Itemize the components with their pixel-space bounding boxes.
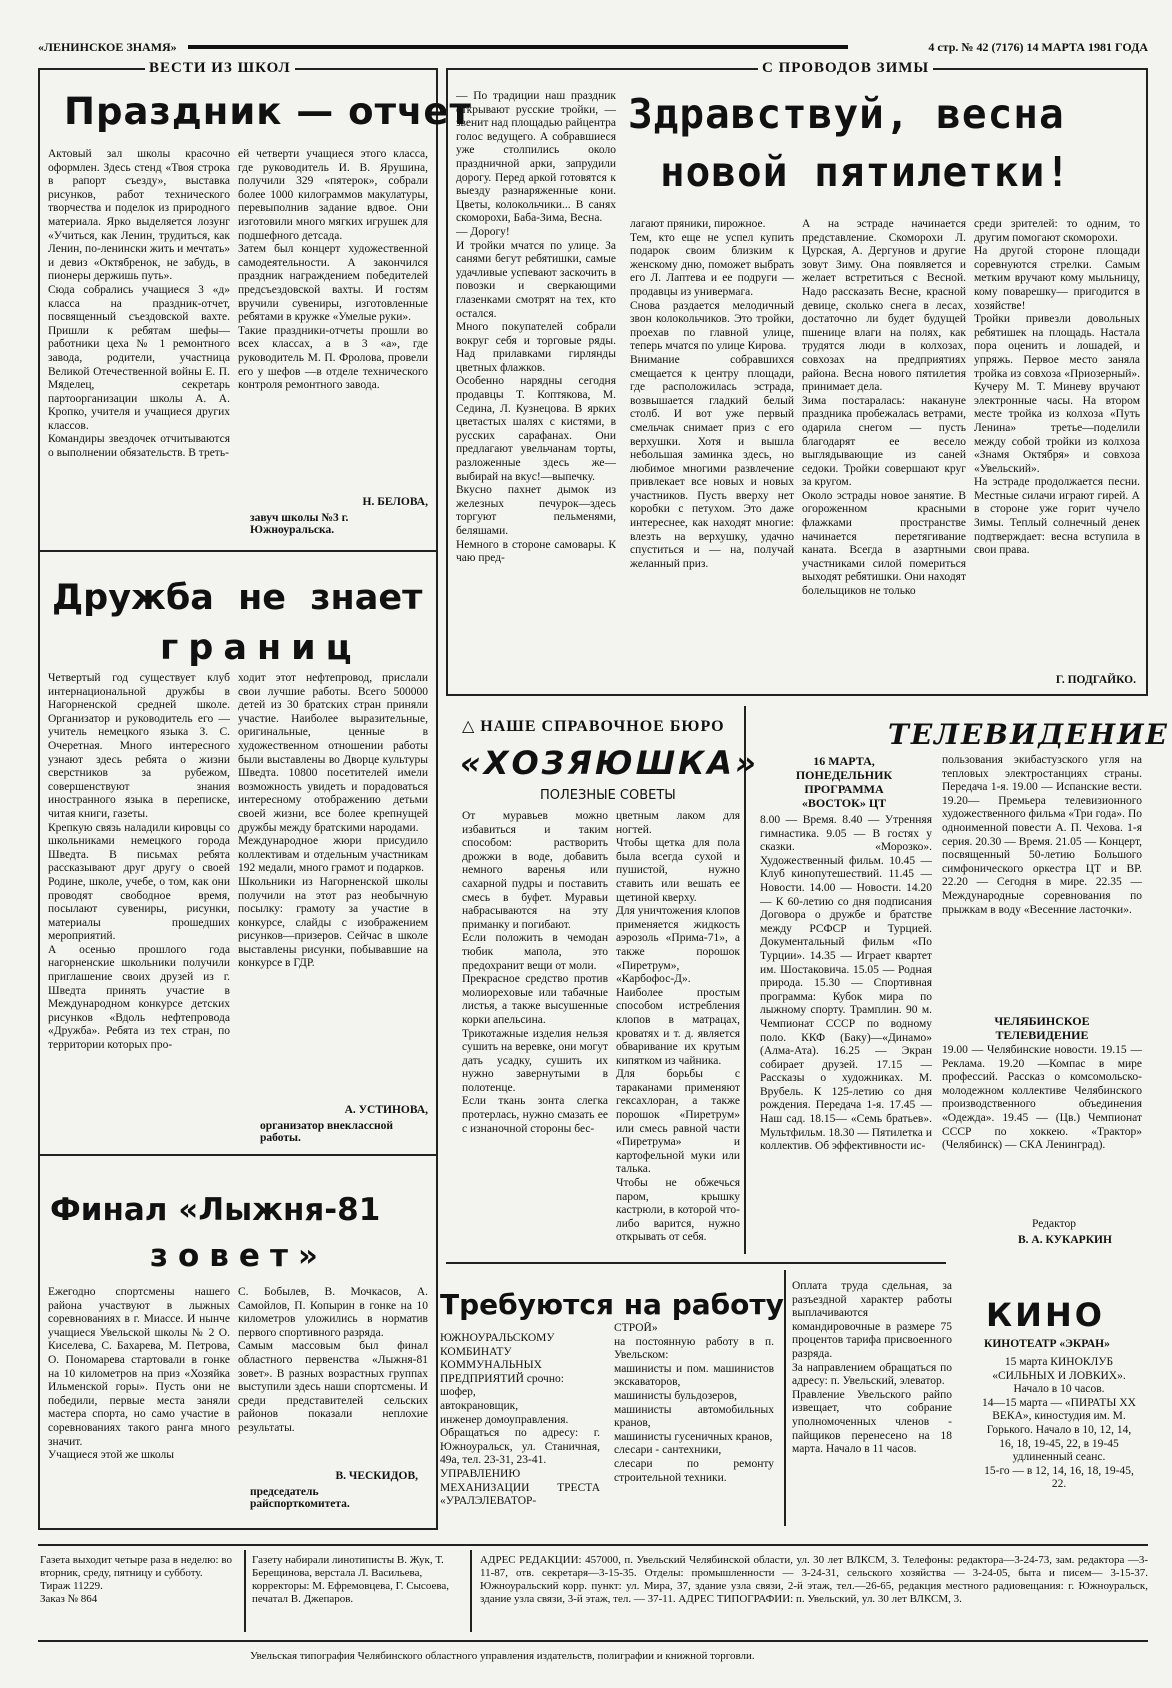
article-col: От муравьев можно избавиться и таким способом: растворить дрожжи в воде, добавить немного варенья или сахарной пудры и поставить смесь в буфет. Муравьи набрасываются на эту приманку и погибают. Если положить в чемодан тюбик мапола, это предохранит вещи от моли. Прекрасное средство против молиорехoвые или табачные листья, а также высушенные корки апельсина. Трикотажные изделия нельзя сушить на веревке, они могут дать усадку, сушить их нужно завернутыми в полотенце. Если ткань зонта слегка протерлась, нужно смазать ее с изнаночной стороны бес- (462, 810, 608, 1135)
tv-schedule: пользования экибастузского угля на тепловых электростанциях страны. Передача 1-я. 19.00 — Испанские вести. 19.20— Премьера телевизионного художественного фильма «Три года». По одноименной повести А. П. Чехова. 1-я серия. 20.30 — Время. 21.05 — Концерт, посвященный 50-летию Большого симфонического оркестра ЦТ и ВР. 22.20 — Сегодня в мире. 22.35 — Международные соревнования по прыжкам в воду «Весенние ласточки». (942, 754, 1142, 916)
article-col: С. Бобылев, В. Мочкасов, А. Самойлов, П. Копырин в гонке на 10 километров уложились в норматив первого спортивного разряда. Самым массовым был финал областного первенства «Лыжня-81 зовет». В разных возрастных группах выступили здесь наши спортсмены. И среди представителей сельских районов показали неплохие результаты. (238, 1286, 428, 1434)
author-position: организатор внеклассной работы. (260, 1120, 393, 1144)
bureau-subtitle: ПОЛЕЗНЫЕ СОВЕТЫ (540, 788, 676, 803)
article-title-line2: зовет» (150, 1238, 328, 1274)
cinema-name: КИНОТЕАТР «ЭКРАН» (984, 1338, 1110, 1350)
jobs-col: ЮЖНОУРАЛЬСКОМУ КОМБИНАТУ КОММУНАЛЬНЫХ ПРЕДПРИЯТИЙ срочно: шофер, автокрановщик, инженер домоуправления. Обращаться по адресу: г. Южноуральск, ул. Станичная, 49а, тел. 23-31, 23-41. УПРАВЛЕНИЮ МЕХАНИЗАЦИИ ТРЕСТА «УРАЛЭЛЕВАТОР- (440, 1332, 600, 1508)
author-signature: Г. ПОДГАЙКО. (1055, 674, 1136, 686)
bureau-rubric: △ НАШЕ СПРАВОЧНОЕ БЮРО (462, 718, 725, 735)
divider (40, 1154, 436, 1156)
article-col: цветным лаком для ногтей. Чтобы щетка для пола была всегда сухой и пушистой, нужно ставить или вешать ее щетиной кверху. Для уничтожения клопов применяется жидкость аэрозоль «Прима-71», а также порошок «Пиретрум», «Карбофос-Д». Наиболее простым способом истребления клопов в матрацах, кроватях и т. д. является обваривание их крутым кипятком из чайника. Для борьбы с тараканами применяют гексахлоран, а также порошок «Пиретрум» или смесь равной части «Пиретрума» и картофельной муки или талька. Чтобы не обжечься паром, крышку кастрюли, в которой что-либо варится, нужно открывать от себя. (616, 810, 740, 1244)
article-col: — По традиции наш праздник открывают русские тройки, — звенит над площадью райцентра голос ведущего. А собравшиеся уже столпились около праздничной арки, запрудили дорогу. Перед аркой готовятся к выезду разнаряженные кони. Цветы, колокольчики... В санях скоморохи, Баба-Зима, Весна. — Дорогу! И тройки мчатся по улице. За санями бегут ребятишки, самые удачливые успевают заскочить в повозки и сверкающими глазенками смотрят на тех, кто остался. Много покупателей собрали вокруг себя и торговые ряды. Над прилавками гирлянды цветных флажков. Особенно нарядны сегодня продавцы Т. Коптякова, М. Седина, Л. Кузнецова. В ярких цветастых шалях с кистями, в русских сарафанах. Они предлагают увельчанам торты, разложенные здесь же—выбирай на вкус!—выпечку. Вкусно пахнет дымок из железных печурок—здесь торгуют пельменями, беляшами. Немного в стороне самовары. К чаю пред- (456, 90, 616, 565)
issue-info: 4 стр. № 42 (7176) 14 МАРТА 1981 ГОДА (928, 40, 1148, 54)
article-col: Актовый зал школы красочно оформлен. Здесь стенд «Твоя строка в рапорт съезду», выставка рисунков, работ технического творчества и поделок из природного материала. Ярко выделяется лозунг «Учиться, как Ленин, трудиться, как Ленин, по-ленински жить и мечтать» и девиз «Октябренок, не забудь, в пионеры держишь путь». Сюда собрались учащиеся 3 «д» класса на праздник-отчет, посвященный съездовской вахте. Пришли к ребятам шефы— работники цеха № 1 ремонтного завода, родители, участница Великой Отечественной войны Е. П. Мяделец, секретарь партоорганизации школы А. А. Кропко, учителя и учащиеся других классов. Командиры звездочек отчитываются о выполнении обязательств. В треть- (48, 148, 230, 460)
article-col: ходит этот нефтепровод, прислали свои лучшие работы. Всего 500000 детей из 30 братских стран приняли участие. Наиболее выразительные, оригинальные, ценные в художественном отношении работы были выставлены во Дворце культуры Шведта. 10800 посетителей имели возможность увидеть и порадоваться интересному отображению детьми своей жизни, все более крепнущей дружбы между братскими народами. Международное жюри присудило коллективам и отдельным участникам 192 медали, много грамот и подарков. Школьники из Нагорненской школы получили на этот раз необычную посылку: грамоту за участие в конкурсе, слайды с изображением рисунков—призеров. Сейчас в школе выставлены рисунки, побывавшие на конкурсе в ГДР. (238, 672, 428, 970)
masthead (38, 40, 1148, 54)
article-col: среди зрителей: то одним, то другим помогают скоморохи. На другой стороне площади соревнуются стрелки. Самым метким вручают кому мыльницу, кому поварешку— пригодится в хозяйстве! Тройки привезли довольных ребятишек на площадь. Настала пора оценить и лошадей, и упряжь. Первое место заняла тройка из совхоза «Приозерный». Кучеру М. Т. Миневу вручают электронные часы. На втором месте тройка из колхоза «Путь Ленина» третье—поделили между собой тройки из колхоза «Знамя Октября» и совхоза «Увельский». На эстраде продолжается песни. Местные силачи играют гирей. А в стороне уже горит чучело Зимы. Теплый солнечный денек подтверждает: весна вступила в свои права. (974, 218, 1140, 557)
school-rubric: ВЕСТИ ИЗ ШКОЛ (145, 60, 295, 77)
divider (470, 1550, 472, 1632)
bureau-title: «ХОЗЯЮШКА» (460, 744, 759, 782)
tv-regional-line2: ТЕЛЕВИДЕНИЕ (995, 1028, 1089, 1042)
tv-program: ПРОГРАММА (804, 782, 884, 796)
footer-schedule: Газета выходит четыре раза в неделю: во вторник, среду, пятницу и субботу. Тираж 11229. Заказ № 864 (40, 1554, 232, 1605)
tv-weekday: ПОНЕДЕЛЬНИК (795, 768, 893, 782)
footer-rule (38, 1544, 1148, 1546)
article-title: Здравствуй, весна (628, 90, 1065, 138)
tv-day (760, 754, 928, 810)
article-col: А на эстраде начинается представление. Скоморохи Л. Цурская, А. Дергунов и другие зовут Зиму. Она появляется и желает встретиться с Весной. Надо рассказать Весне, красной девице, сколько снега в лесах, достаточно ли будет будущей пшенице влаги на полях, как трудятся люди в колхозах, совхозах на предприятиях района. Весна нового пятилетия принимает дела. Зима постаралась: накануне праздника пробежалась ветрами, одарила снегом — пусть благодарят ее весело выглядывающие из саней седоки. Тройки совершают круг за кругом. Около эстрады новое занятие. В огороженном красными флажками пространстве начинается перетягивание каната. Всегда в азартными участниками силой помериться выходят ребятишки. Они находят болельщиков не только (802, 218, 966, 598)
spring-rubric: С ПРОВОДОВ ЗИМЫ (758, 60, 933, 77)
tv-channel: «ВОСТОК» ЦТ (801, 796, 887, 810)
article-col: Ежегодно спортсмены нашего района участвуют в лыжных соревнованиях в г. Миассе. И нынче учащиеся Увельской школы № 2 О. Киселева, С. Бахарева, М. Петрова, О. Пономарева стартовали в гонке на 10 километров на приз «Хозяйка Ильменской горы». Пусть они не победили, первые места заняли мастера спорта, но само участие в соревнованиях такого ранга много значит. Учащиеся этой же школы (48, 1286, 230, 1462)
author-position: председатель райспорткомитета. (250, 1486, 350, 1510)
tv-regional-line1: ЧЕЛЯБИНСКОЕ (994, 1014, 1090, 1028)
jobs-title: Требуются на работу (440, 1288, 784, 1321)
article-col: лагают пряники, пирожное. Тем, кто еще не успел купить подарок своим близким к женскому дню, поможет выбрать его Л. Лаптева и ее подруги —продавцы из универмага. Снова раздается мелодичный звон колокольчиков. Это тройки, проехав по главной улице, теперь мчатся по улице Кирова. Внимание собравшихся смещается к центру площади, где расположилась эстрада, возвышается гладкий белый столб. И вот уже первый смельчак снимает приз с его верхушки. Хотя и вышла небольшая заминка здесь, но любимое многими развлечение привлекает все новых и новых участников. Пусть вверху нет коробки с петухом. Это даже интереснее, как находят многие: влезть на верхушку, удачно спуститься и — на, получай желанный приз. (630, 218, 794, 570)
article-title: Финал «Лыжня-81 (50, 1192, 381, 1228)
author-signature: А. УСТИНОВА, (344, 1104, 428, 1116)
author-signature: Н. БЕЛОВА, (362, 496, 428, 508)
tv-regional-head (942, 1014, 1142, 1042)
tv-title: ТЕЛЕВИДЕНИЕ (888, 718, 1169, 751)
paper-name: «ЛЕНИНСКОЕ ЗНАМЯ» (38, 40, 177, 54)
editor-label: Редактор (1032, 1218, 1076, 1230)
author-signature: В. ЧЕСКИДОВ, (335, 1470, 418, 1482)
footer-rule (38, 1640, 1148, 1642)
divider (244, 1550, 246, 1632)
article-col: ей четверти учащиеся этого класса, где руководитель И. В. Ярушина, получили 329 «пятерок», собрали более 1000 килограммов макулатуры, перевыполнив задание вдвое. Они изготовили много мягких игрушек для подшефного детсада. Затем был концерт художественной самодеятельности. А закончился праздник награждением победителей предсъездовской вахты. И гостям вручили сувениры, изготовленные ребятами в кружке «Умелые руки». Такие праздники-отчеты прошли во всех классах, а в 3 «а», где руководитель М. П. Фролова, провели его у шефов —в отделе технического контроля ремонтного завода. (238, 148, 428, 392)
footer-staff: Газету набирали линотиписты В. Жук, Т. Берещинова, верстала Л. Васильева, корректоры: М. Ефремовцева, Г. Сысоева, печатал В. Джепаров. (252, 1554, 450, 1605)
author-position: завуч школы №3 г. Южноуральска. (250, 512, 349, 536)
jobs-col: СТРОЙ» на постоянную работу в п. Увельском: машинисты и пом. машинистов экскаваторов, машинисты бульдозеров, машинисты автомобильных кранов, машинисты гусеничных кранов, слесари - сантехники, слесари по ремонту строительной техники. (614, 1322, 774, 1484)
tv-schedule: 8.00 — Время. 8.40 — Утренняя гимнастика. 9.05 — В гостях у сказки. «Морозко». Художественный фильм. 10.45 — Клуб кинопутешествий. 11.45 — Новости. 14.00 — Новости. 14.20 — К 60-летию со дня подписания Договора о дружбе и братстве между РСФСР и Турцией. Документальный фильм «По Турции». 14.35 — Играет квартет им. Шостаковича. 15.05 — Родная природа. 15.30 — Спортивная программа: Кубок мира по лыжному спорту. Трамплин. 90 м. Чемпионат СССР по водному поло. ККФ (Баку)—«Динамо» (Алма-Ата). 16.25 — Экран собирает друзей. 17.15 — Рассказы о художниках. М. Врубель. К 125-летию со дня рождения. Передача 1-я. 17.45 — Наш сад. 18.15— «Семь братьев». Мультфильм. 18.30 — Пятилетка и коллектив. Об эффективности ис- (760, 814, 932, 1153)
masthead-rule (188, 45, 848, 49)
jobs-col: Оплата труда сдельная, за разъездной характер работы выплачиваются командировочные в размере 75 процентов тарифа присвоенного разряда. За направлением обращаться по адресу: п. Увельский, элеватор. Правление Увельского райпо извещает, что собрание уполномоченных членов - пайщиков перенесено на 18 марта. Начало в 11 часов. (792, 1280, 952, 1456)
tv-schedule: 19.00 — Челябинские новости. 19.15 — Реклама. 19.20 —Компас в мире профессий. Рассказ о комсомольско-молодежном коллективе Челябинского производственного объединения «Одежда». 19.45 — (Цв.) Чемпионат СССР по хоккею. «Трактор» (Челябинск) — СКА Ленинград). (942, 1044, 1142, 1152)
editor-name: В. А. КУКАРКИН (1018, 1234, 1112, 1246)
divider (40, 550, 436, 552)
kino-title: КИНО (986, 1296, 1105, 1334)
printing-house: Увельская типография Челябинского областного управления издательств, полиграфии и книжной торговли. (250, 1650, 755, 1662)
kino-schedule: 15 марта КИНОКЛУБ «СИЛЬНЫХ И ЛОВКИХ». Начало в 10 часов. 14—15 марта — «ПИРАТЫ XX ВЕКА», киностудия им. М. Горького. Начало в 10, 12, 14, 16, 18, 19-45, 22, в 19-45 удлиненный сеанс. 15-го — в 12, 14, 16, 18, 19-45, 22. (982, 1356, 1136, 1491)
article-title: Праздник — отчет (64, 90, 472, 133)
divider (784, 1270, 786, 1526)
footer-address: АДРЕС РЕДАКЦИИ: 457000, п. Увельский Челябинской области, ул. 30 лет ВЛКСМ, 3. Телефоны: редактора—3-24-73, зам. редактора —3-11-87, отв. секретаря—3-15-35. Отделы: промышленности — 3-24-31, сельского хозяйства — 3-24-05, быта и писем— 3-15-37. Южноуральский корр. пункт: ул. Мира, 37, здание узла связи, 2-й этаж, тел.—26-65, редакция местного радиовещания: г. Южноуральск, здание узла связи, 3-й этаж, тел. — 37-11. АДРЕС ТИПОГРАФИИ: п. Увельский, ул. 30 лет ВЛКСМ, 3. (480, 1554, 1148, 1605)
article-col: Четвертый год существует клуб интернациональной дружбы в Нагорненской средней школе. Организатор и руководитель его —учитель немецкого языка З. С. Очеретная. Много интересного узнают здесь ребята о жизни сверстников за рубежом, совершенствуют знания иностранного языка в переписке, читая книги, газеты. Крепкую связь наладили кировцы со школьниками немецкого города Шведта. В письмах ребята рассказывают друг другу о своей Родине, школе, учебе, о том, как они проводят свободное время, посылают сувениры, рисунки, материалы прошедших мероприятий. А осенью прошлого года нагорненские школьники получили приглашение своих друзей из г. Шведта принять участие в Международном конкурсе детских рисунков «Вдоль нефтепровода «Дружба». Ребята из тех стран, по территории которых про- (48, 672, 230, 1052)
article-title: Дружба не знает (52, 578, 423, 618)
article-title-line2: новой пятилетки! (660, 148, 1071, 196)
tv-date: 16 МАРТА, (813, 754, 875, 768)
article-title-line2: границ (160, 628, 362, 668)
